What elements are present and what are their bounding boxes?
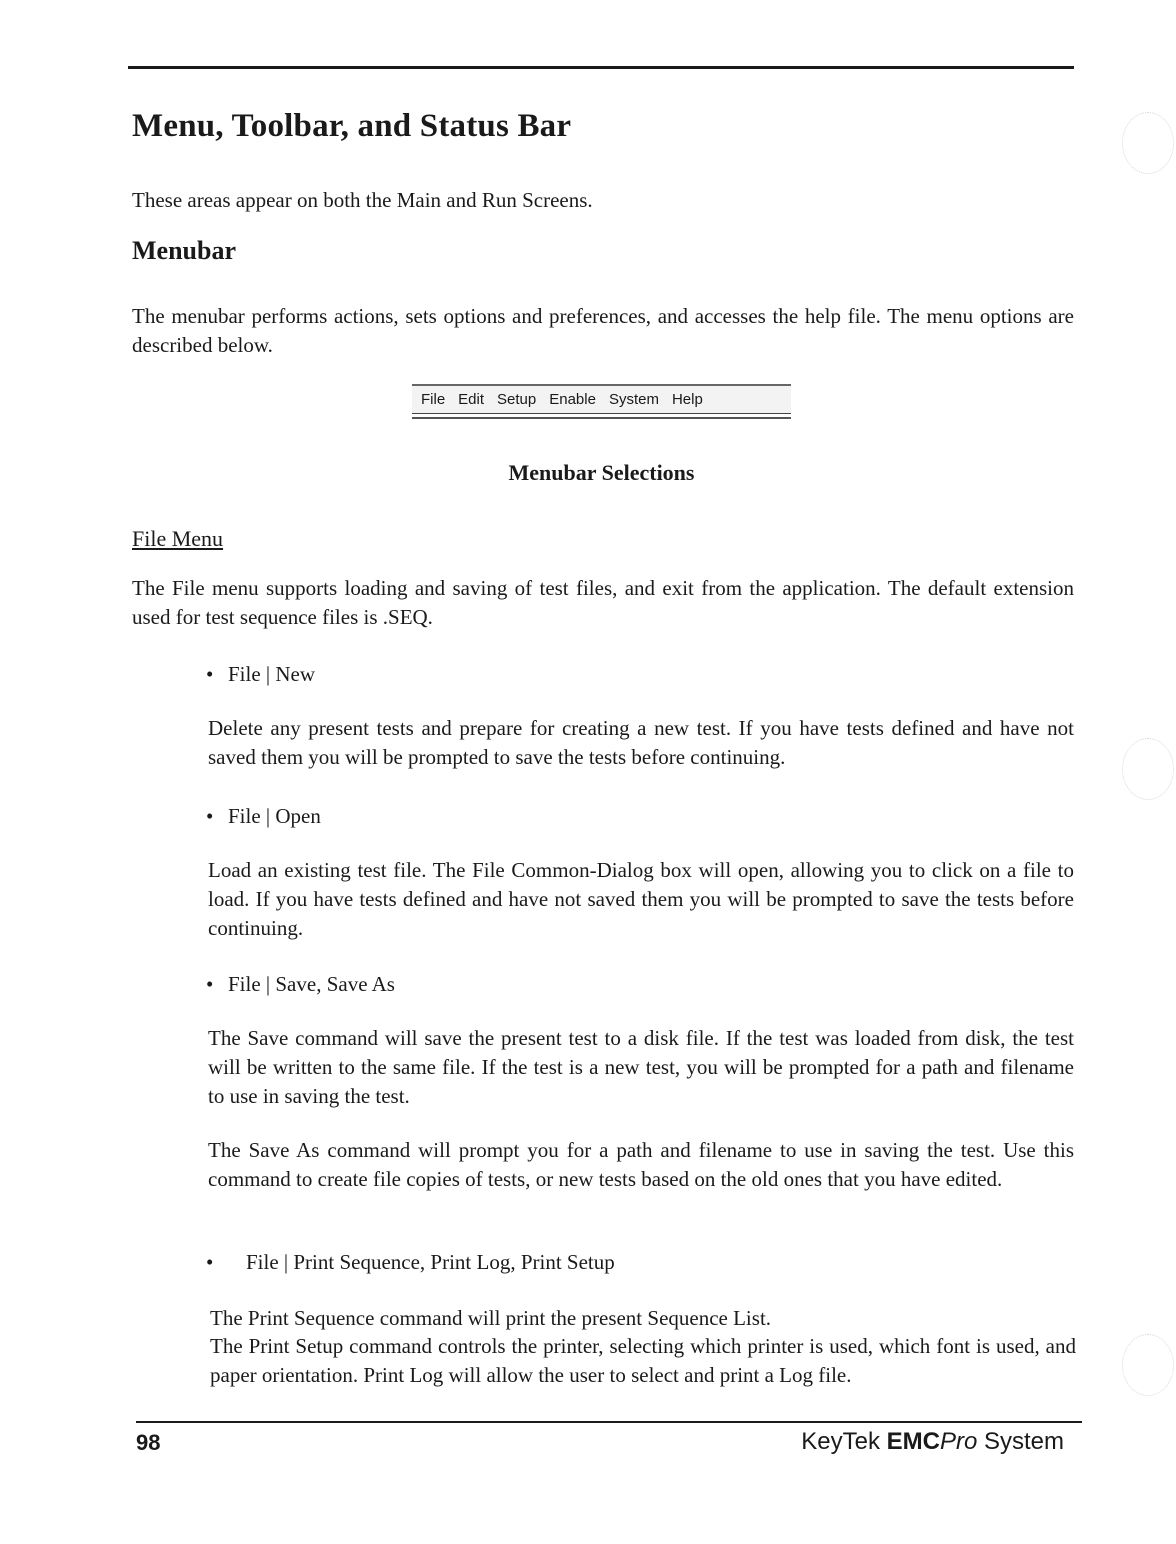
file-open-description: Load an existing test file. The File Common-Dialog box will open, allowing you to click on a file to load. If you have tests defined and have not saved them you will be prompted to save the tests before continuing. [208, 858, 1074, 940]
bullet-icon: • [206, 972, 214, 996]
punch-hole-mark [1122, 1334, 1174, 1396]
menu-file[interactable]: File [421, 391, 446, 408]
brand-italic: Pro [939, 1428, 978, 1455]
file-menu-heading: File Menu [132, 526, 224, 551]
page-number: 98 [136, 1430, 161, 1455]
menu-enable[interactable]: Enable [549, 391, 596, 408]
punch-hole-mark [1122, 738, 1174, 800]
page-title: Menu, Toolbar, and Status Bar [132, 108, 572, 144]
menu-help[interactable]: Help [671, 391, 703, 408]
bullet-icon: • [206, 1250, 214, 1274]
bullet-file-print [206, 1248, 615, 1277]
file-save-as-description: The Save As command will prompt you for a path and filename to use in saving the test. Use this command to create file copies of tests, or new tests based on the old ones that you have edited. [208, 1138, 1074, 1191]
bullet-file-save [206, 970, 395, 999]
bullet-label: File | Open [228, 804, 321, 828]
bottom-rule [136, 1421, 1082, 1423]
menubar-caption: Menubar Selections [508, 460, 695, 485]
brand-suffix: System [977, 1428, 1064, 1455]
menubar-description: The menubar performs actions, sets options and preferences, and accesses the help file. The menu options are described below. [132, 304, 1074, 357]
file-save-description: The Save command will save the present test to a disk file. If the test was loaded from disk, the test will be written to the same file. If the test is a new test, you will be prompted for a path and filename to use in saving the test. [208, 1026, 1074, 1108]
bullet-label: File | Save, Save As [228, 972, 395, 996]
menu-system[interactable]: System [608, 391, 659, 408]
bullet-label: File | New [228, 662, 316, 686]
file-menu-description: The File menu supports loading and saving of test files, and exit from the application. The default extension used for test sequence files is .SEQ. [132, 576, 1074, 629]
menu-setup[interactable]: Setup [497, 391, 537, 408]
top-rule [128, 66, 1074, 69]
file-new-description: Delete any present tests and prepare for creating a new test. If you have tests defined and have not saved them you will be prompted to save the tests before continuing. [208, 716, 1074, 769]
punch-hole-mark [1122, 112, 1174, 174]
bullet-icon: • [206, 804, 214, 828]
brand-prefix: KeyTek [801, 1428, 887, 1455]
bullet-file-open [206, 802, 321, 831]
footer-brand [801, 1428, 1064, 1456]
menubar-heading: Menubar [132, 236, 236, 265]
file-print-setup-description: The Print Setup command controls the printer, selecting which printer is used, which font is used, and paper orientation. Print Log will allow the user to select and print a Log file. [210, 1334, 1076, 1387]
file-print-sequence-description: The Print Sequence command will print the present Sequence List. [210, 1306, 772, 1330]
bullet-label: File | Print Sequence, Print Log, Print Setup [246, 1250, 615, 1274]
bullet-icon: • [206, 662, 214, 686]
menubar-screenshot [412, 384, 791, 414]
menu-edit[interactable]: Edit [458, 391, 485, 408]
brand-bold: EMC [886, 1428, 940, 1455]
intro-text: These areas appear on both the Main and Run Screens. [132, 188, 593, 212]
bullet-file-new [206, 660, 315, 689]
